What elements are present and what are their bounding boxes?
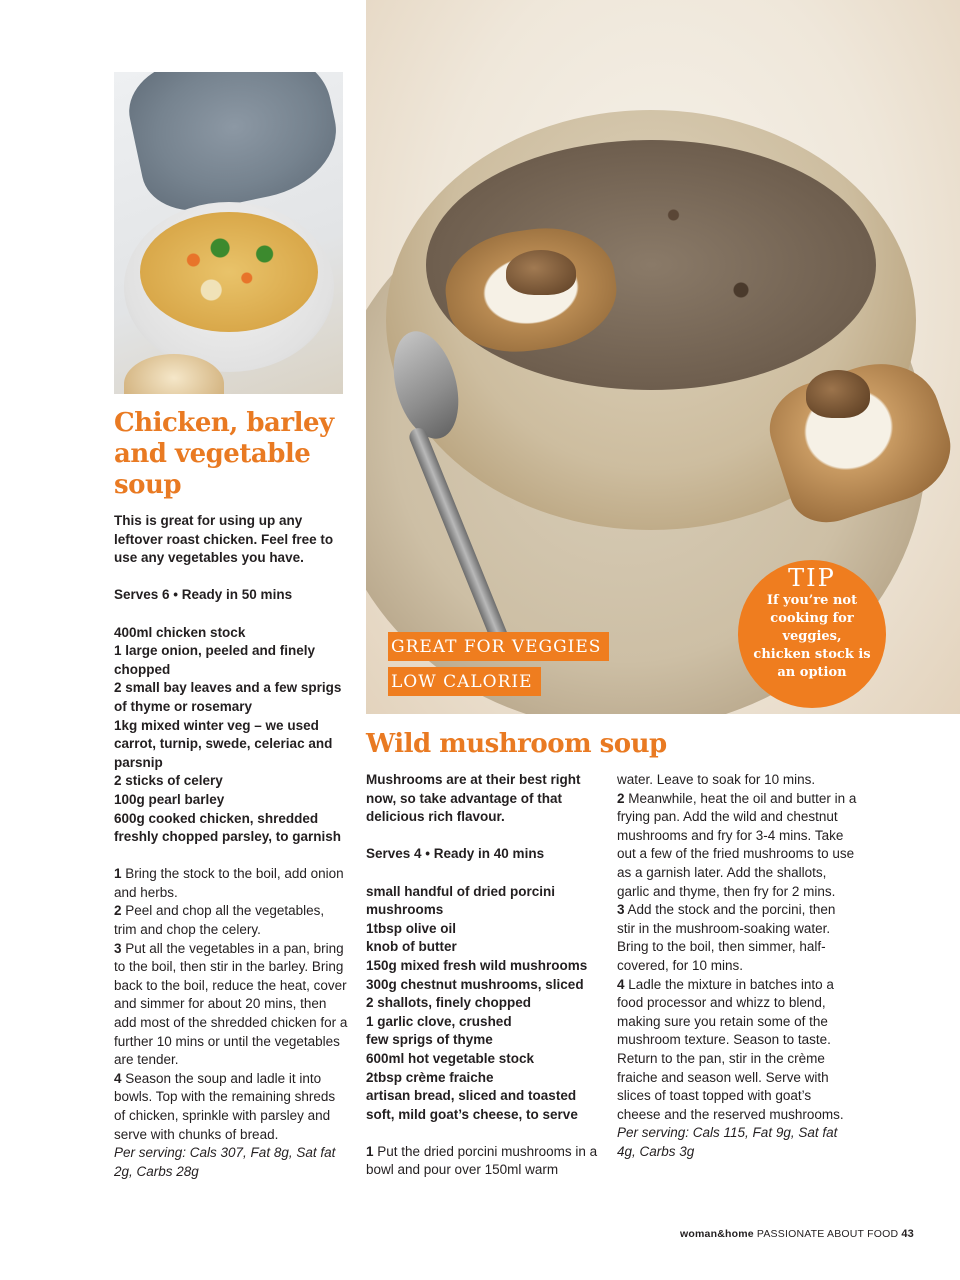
- tip-text: If you’re not cooking for veggies, chicken stock is an option: [753, 593, 871, 680]
- ingredient: artisan bread, sliced and toasted: [366, 1088, 577, 1104]
- method-step: [617, 901, 857, 975]
- ingredient: freshly chopped parsley, to garnish: [114, 829, 342, 845]
- ingredient: 1 large onion, peeled and finely chopped: [114, 643, 316, 677]
- ingredient: 150g mixed fresh wild mushrooms: [366, 957, 588, 973]
- ingredient: 1tbsp olive oil: [366, 920, 457, 936]
- step-number: 3: [114, 940, 122, 956]
- recipe-intro: This is great for using up any leftover roast chicken. Feel free to use any vegetables you have.: [114, 513, 334, 566]
- nutrition-info: Per serving: Cals 307, Fat 8g, Sat fat 2g, Carbs 28g: [114, 1145, 336, 1179]
- method-step: [114, 1070, 350, 1144]
- badge-great-for-veggies: GREAT FOR VEGGIES: [388, 632, 609, 661]
- ingredient: 600g cooked chicken, shredded: [114, 810, 319, 826]
- step-number: 2: [114, 903, 122, 919]
- ingredient: 2tbsp crème fraiche: [366, 1069, 494, 1085]
- ingredient: small handful of dried porcini mushrooms: [366, 883, 556, 918]
- ingredient: 1 garlic clove, crushed: [366, 1013, 512, 1029]
- ingredient: soft, mild goat’s cheese, to serve: [366, 1106, 578, 1122]
- step-text: Ladle the mixture in batches into a food processor and whizz to blend, making sure you retain some of the mushroom texture. Season to taste. Return to the pan, stir in the crème fraiche and season well. Serve with slices of toast topped with goat’s cheese and the reserved mushrooms.: [617, 976, 844, 1122]
- mushroom-soup-column-1: [366, 771, 598, 1180]
- ingredient: 2 sticks of celery: [114, 773, 223, 789]
- step-number: 1: [114, 866, 122, 882]
- method-step: [114, 902, 350, 939]
- mushroom-soup-column-2: [617, 771, 857, 1161]
- footer-tagline: PASSIONATE ABOUT FOOD: [756, 1228, 899, 1240]
- step-text-continued: water. Leave to soak for 10 mins.: [617, 772, 816, 787]
- method-step: [617, 976, 857, 1125]
- step-text: Put the dried porcini mushrooms in a bowl and pour over 150ml warm: [366, 1143, 598, 1178]
- step-text: Meanwhile, heat the oil and butter in a frying pan. Add the wild and chestnut mushrooms and fry for 3-4 mins. Take out a few of the fried mushrooms to use as a garnish later. Add the shallots, garlic and thyme, then fry for 2 mins.: [617, 790, 857, 899]
- mushroom-soup-title: Wild mushroom soup: [366, 729, 667, 759]
- step-number: 4: [114, 1070, 122, 1086]
- step-text: Season the soup and ladle it into bowls. Top with the remaining shreds of chicken, sprinkle with parsley and serve with chunks of bread.: [114, 1070, 336, 1142]
- ingredient: few sprigs of thyme: [366, 1032, 493, 1048]
- recipe-serves: Serves 6 • Ready in 50 mins: [114, 587, 293, 603]
- ingredient: 2 small bay leaves and a few sprigs of thyme or rosemary: [114, 680, 342, 714]
- ingredient: 600ml hot vegetable stock: [366, 1050, 535, 1066]
- chicken-soup-column: [114, 512, 350, 1181]
- method-step: [617, 790, 857, 902]
- step-text: Peel and chop all the vegetables, trim and chop the celery.: [114, 903, 325, 938]
- ingredient: 100g pearl barley: [114, 791, 225, 807]
- ingredient: 300g chestnut mushrooms, sliced: [366, 976, 584, 992]
- step-number: 4: [617, 976, 625, 992]
- badge-low-calorie: LOW CALORIE: [388, 667, 541, 696]
- footer-brand: woman&home: [680, 1228, 754, 1240]
- step-text: Put all the vegetables in a pan, bring to the boil, then stir in the barley. Bring back to the boil, reduce the heat, cover and simmer for about 20 mins, then add most of the shredded chicken for a further 10 mins or until the vegetables are tender.: [114, 940, 348, 1068]
- ingredient: 1kg mixed winter veg – we used carrot, turnip, swede, celeriac and parsnip: [114, 717, 333, 770]
- tip-title: TIP: [788, 564, 836, 592]
- method-step: [114, 940, 350, 1070]
- chicken-soup-photo: [114, 72, 343, 394]
- ingredient: 400ml chicken stock: [114, 624, 246, 640]
- recipe-intro: Mushrooms are at their best right now, so take advantage of that delicious rich flavour.: [366, 772, 581, 825]
- step-number: 3: [617, 902, 625, 918]
- step-text: Bring the stock to the boil, add onion and herbs.: [114, 866, 344, 900]
- method-step: [114, 865, 350, 902]
- step-number: 1: [366, 1143, 374, 1159]
- method-step: [366, 1143, 598, 1180]
- page-number: 43: [901, 1228, 914, 1240]
- tip-circle: [738, 560, 886, 708]
- recipe-serves: Serves 4 • Ready in 40 mins: [366, 846, 545, 862]
- ingredient: knob of butter: [366, 939, 457, 955]
- nutrition-info: Per serving: Cals 115, Fat 9g, Sat fat 4g, Carbs 3g: [617, 1125, 838, 1159]
- chicken-soup-title: Chicken, barley and vegetable soup: [114, 408, 334, 500]
- ingredient: 2 shallots, finely chopped: [366, 995, 532, 1011]
- step-text: Add the stock and the porcini, then stir in the mushroom-soaking water. Bring to the boil, then simmer, half-covered, for 10 mins.: [617, 902, 836, 973]
- step-number: 2: [617, 790, 625, 806]
- page-footer: [680, 1228, 914, 1240]
